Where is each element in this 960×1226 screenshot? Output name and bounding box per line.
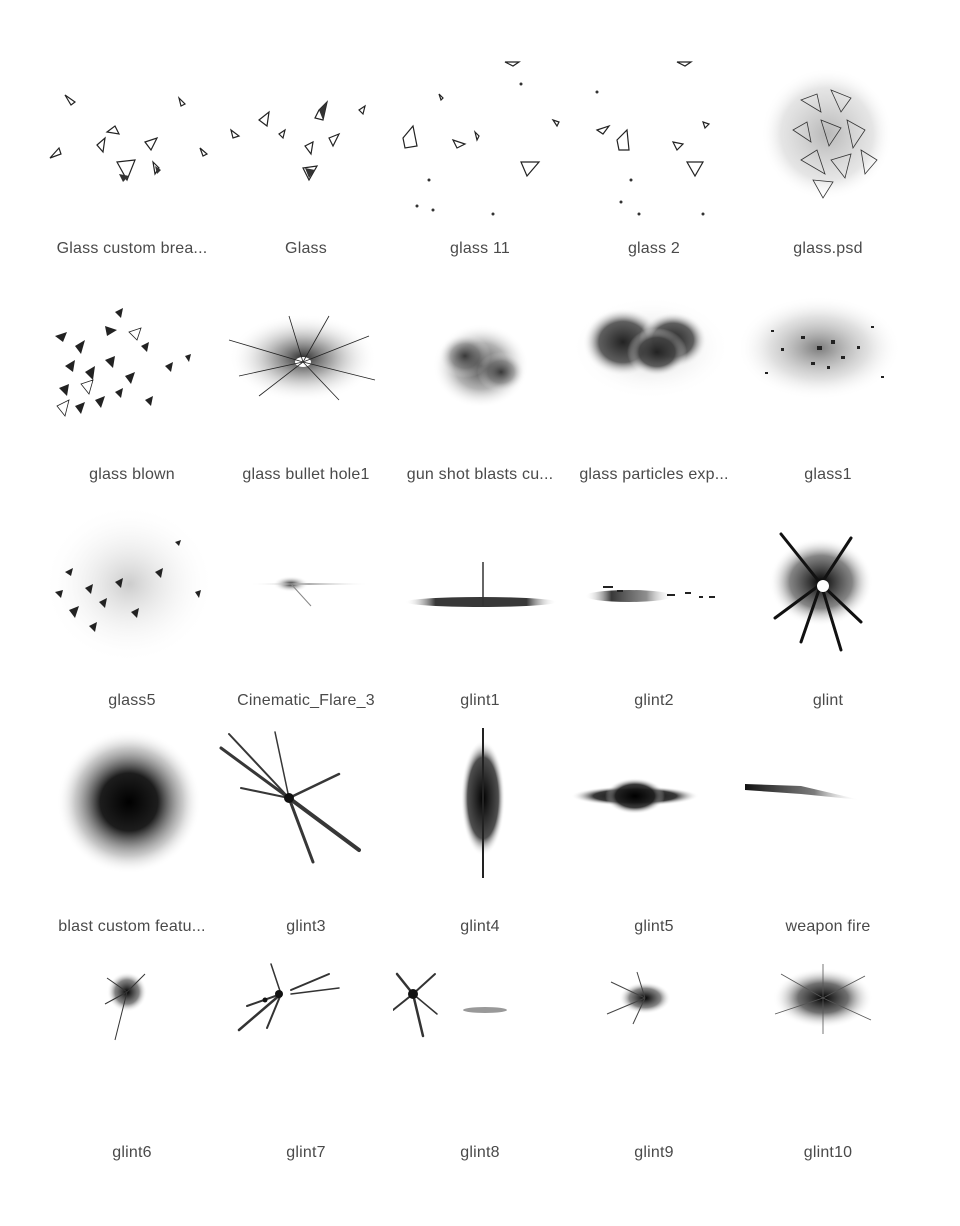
radial-burst-icon (741, 954, 915, 1134)
muzzle-flash-icon (741, 728, 915, 908)
brush-tile[interactable] (219, 50, 393, 276)
brush-label: blast custom featu... (58, 918, 206, 935)
brush-label: glass 11 (449, 240, 510, 257)
brush-label: glint (812, 692, 844, 709)
brush-label: glint3 (286, 918, 326, 935)
glass-shards-sparse-icon (393, 50, 567, 230)
brush-tile[interactable] (741, 276, 915, 502)
brush-label: glint6 (112, 1144, 152, 1161)
brush-tile[interactable] (219, 276, 393, 502)
brush-tile[interactable] (567, 502, 741, 728)
brush-tile[interactable] (393, 502, 567, 728)
brush-label: glass blown (89, 466, 175, 483)
spark-burst-icon (567, 954, 741, 1134)
brush-label: glint10 (803, 1144, 853, 1161)
brush-tile[interactable] (393, 50, 567, 276)
bullet-hole-icon (219, 276, 393, 456)
brush-grid (45, 50, 915, 1180)
brush-tile[interactable] (45, 50, 219, 276)
brush-tile[interactable] (219, 502, 393, 728)
brush-label: Glass (285, 240, 327, 257)
brush-label: glint1 (460, 692, 500, 709)
brush-label: glint5 (634, 918, 674, 935)
brush-tile[interactable] (393, 954, 567, 1180)
brush-label: glint7 (286, 1144, 326, 1161)
lens-glint-icon (567, 728, 741, 908)
brush-label: Cinematic_Flare_3 (237, 692, 375, 709)
brush-label: glass5 (108, 692, 156, 709)
brush-tile[interactable] (219, 954, 393, 1180)
brush-tile[interactable] (45, 954, 219, 1180)
horizontal-glint-icon (567, 502, 741, 682)
brush-label: glint9 (634, 1144, 674, 1161)
smoke-blast-icon (393, 276, 567, 456)
glass-dust-icon (45, 502, 219, 682)
glass-particles-icon (741, 276, 915, 456)
brush-tile[interactable] (45, 502, 219, 728)
brush-label: glass.psd (793, 240, 863, 257)
brush-tile[interactable] (45, 276, 219, 502)
ray-glint-icon (219, 728, 393, 908)
glass-shards-icon (219, 50, 393, 230)
spark-burst-icon (393, 954, 567, 1134)
horizontal-glint-icon (393, 502, 567, 682)
brush-tile[interactable] (567, 276, 741, 502)
brush-tile[interactable] (741, 954, 915, 1180)
brush-tile[interactable] (567, 50, 741, 276)
brush-tile[interactable] (45, 728, 219, 954)
brush-tile[interactable] (393, 728, 567, 954)
glass-cluster-icon (741, 50, 915, 230)
glass-blown-icon (45, 276, 219, 456)
brush-label: glass bullet hole1 (242, 466, 370, 483)
brush-label: glass particles exp... (579, 466, 729, 483)
brush-label: glint8 (460, 1144, 500, 1161)
brush-tile[interactable] (393, 276, 567, 502)
brush-tile[interactable] (741, 502, 915, 728)
brush-tile[interactable] (219, 728, 393, 954)
brush-label: Glass custom brea... (56, 240, 208, 257)
brush-label: glint2 (634, 692, 674, 709)
brush-tile[interactable] (741, 50, 915, 276)
brush-label: glass 2 (627, 240, 681, 257)
lens-flare-icon (219, 502, 393, 682)
vertical-glint-icon (393, 728, 567, 908)
star-burst-icon (741, 502, 915, 682)
brush-tile[interactable] (741, 728, 915, 954)
brush-label: gun shot blasts cu... (406, 466, 554, 483)
spark-burst-icon (219, 954, 393, 1134)
spark-burst-icon (45, 954, 219, 1134)
brush-label: glint4 (460, 918, 500, 935)
brush-tile[interactable] (567, 728, 741, 954)
blast-blur-icon (45, 728, 219, 908)
glass-shards-scatter-icon (45, 50, 219, 230)
glass-shards-sparse-icon (567, 50, 741, 230)
brush-label: glass1 (804, 466, 852, 483)
brush-tile[interactable] (567, 954, 741, 1180)
particle-explosion-icon (567, 276, 741, 456)
brush-label: weapon fire (785, 918, 871, 935)
